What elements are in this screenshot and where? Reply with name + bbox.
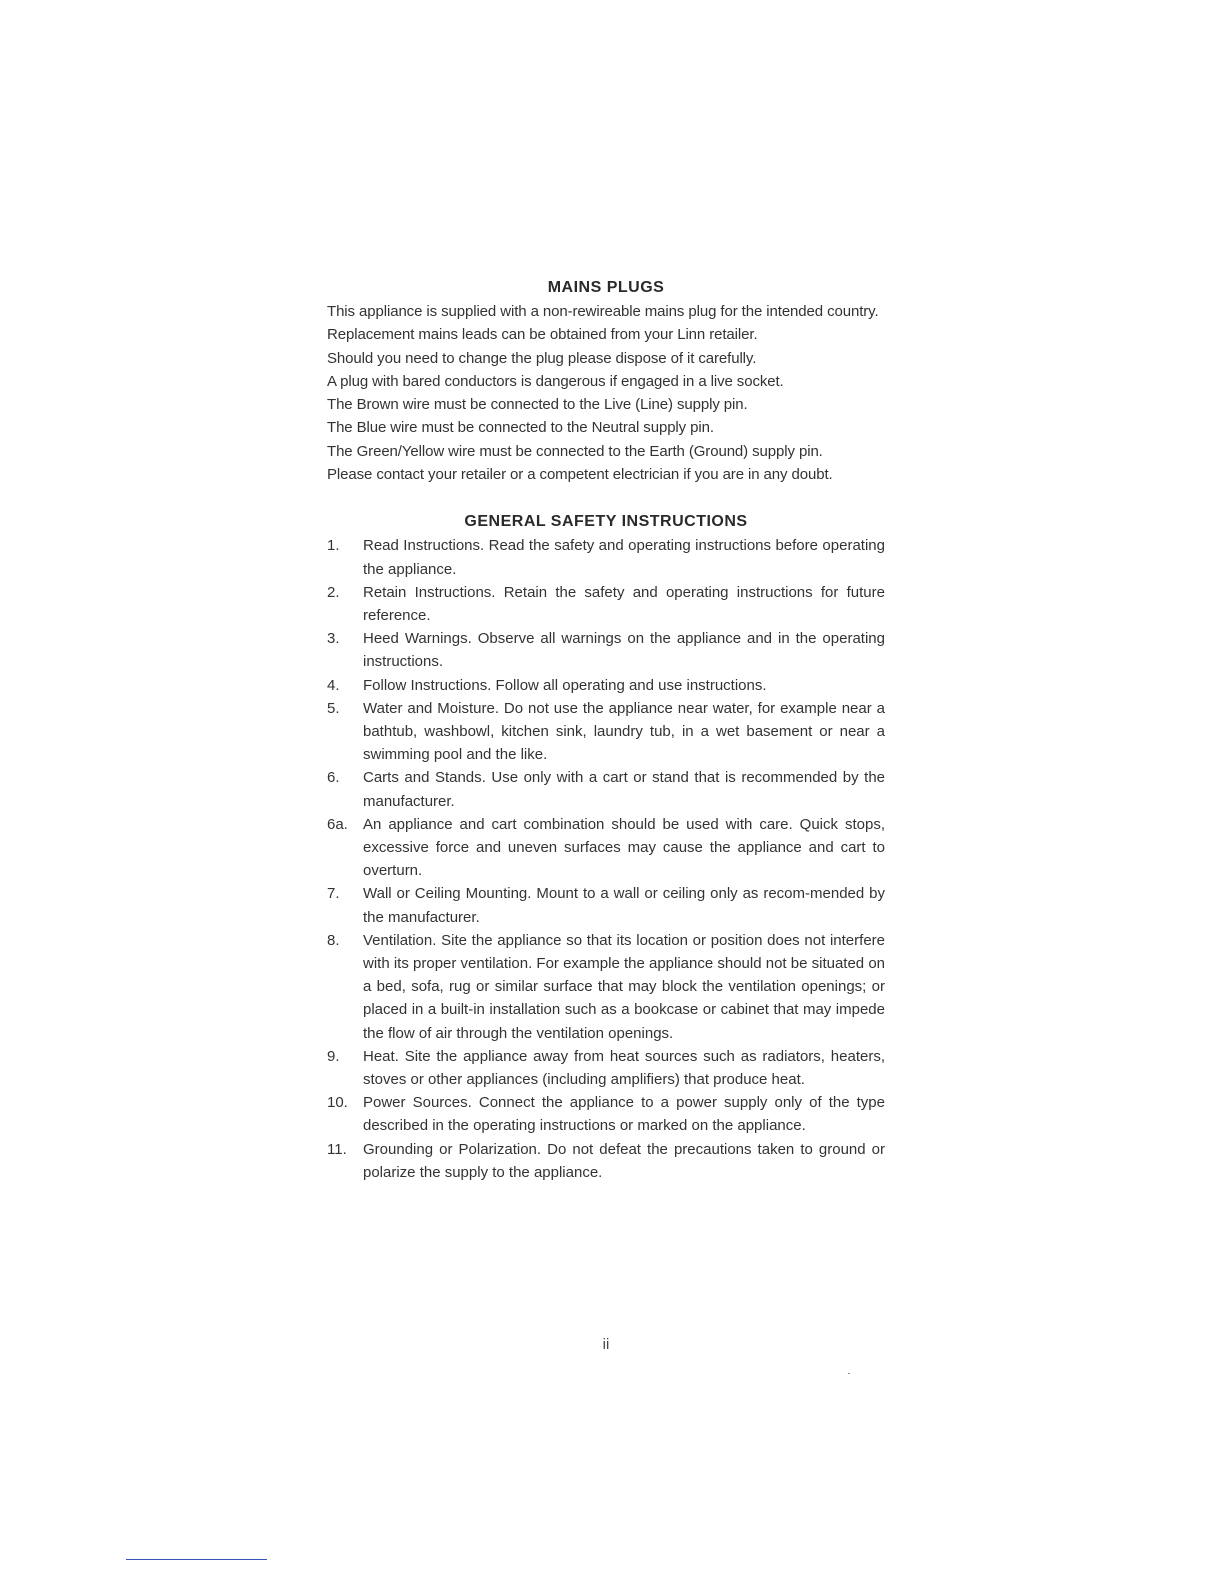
mains-plugs-line: A plug with bared conductors is dangerous if engaged in a live socket.	[327, 372, 784, 390]
mains-plugs-line: Should you need to change the plug please dispose of it carefully.	[327, 349, 757, 367]
mains-plugs-line: Please contact your retailer or a competent electrician if you are in any doubt.	[327, 466, 833, 484]
document-body	[327, 276, 885, 1184]
item-number: 8.	[327, 931, 340, 949]
safety-item	[327, 1138, 885, 1184]
item-number: 3.	[327, 630, 340, 648]
item-text: Heat. Site the appliance away from heat sources such as radiators, heaters, stoves or other appliances (including amplifiers) that produce heat.	[363, 1047, 885, 1089]
mains-plugs-lines	[327, 300, 885, 486]
mains-plugs-line: The Brown wire must be connected to the Live (Line) supply pin.	[327, 396, 748, 414]
mains-plugs-line: Replacement mains leads can be obtained from your Linn retailer.	[327, 326, 758, 344]
safety-item	[327, 882, 885, 928]
page-number: ii	[602, 1336, 610, 1353]
safety-heading: GENERAL SAFETY INSTRUCTIONS	[464, 513, 748, 531]
item-text: An appliance and cart combination should be used with care. Quick stops, excessive force and uneven surfaces may cause the appliance and cart to overturn.	[363, 815, 885, 880]
item-text: Heed Warnings. Observe all warnings on the appliance and in the operating instructions.	[363, 630, 885, 671]
item-number: 9.	[327, 1047, 340, 1065]
item-text: Read Instructions. Read the safety and operating instructions before operating the appliance.	[363, 537, 885, 578]
safety-item	[327, 929, 885, 1045]
safety-item	[327, 674, 885, 697]
item-number: 11.	[327, 1140, 347, 1158]
item-number: 7.	[327, 885, 340, 903]
safety-item	[327, 813, 885, 883]
section-spacer	[327, 486, 885, 510]
safety-item	[327, 697, 885, 767]
item-text: Water and Moisture. Do not use the appliance near water, for example near a bathtub, washbowl, kitchen sink, laundry tub, in a wet basement or near a swimming pool and the like.	[363, 699, 885, 764]
safety-item	[327, 581, 885, 627]
item-number: 4.	[327, 676, 340, 694]
item-text: Power Sources. Connect the appliance to a power supply only of the type described in the operating instructions or marked on the appliance.	[363, 1094, 885, 1135]
item-number: 10.	[327, 1094, 348, 1112]
item-number: 5.	[327, 699, 340, 717]
item-text: Carts and Stands. Use only with a cart or stand that is recommended by the manufacturer.	[363, 769, 885, 810]
bottom-rule	[126, 1559, 267, 1560]
mains-plugs-heading: MAINS PLUGS	[547, 279, 665, 296]
item-number: 1.	[327, 537, 340, 555]
safety-item	[327, 766, 885, 812]
item-text: Retain Instructions. Retain the safety and operating instructions for future reference.	[363, 583, 885, 624]
safety-item	[327, 1091, 885, 1137]
item-number: 6.	[327, 769, 340, 787]
item-text: Follow Instructions. Follow all operating and use instructions.	[363, 676, 767, 694]
safety-item	[327, 534, 885, 580]
mains-plugs-line: This appliance is supplied with a non-rewireable mains plug for the intended country.	[327, 303, 879, 320]
item-text: Grounding or Polarization. Do not defeat the precautions taken to ground or polarize the supply to the appliance.	[363, 1140, 885, 1181]
item-text: Ventilation. Site the appliance so that its location or position does not interfere with its proper ventilation. For example the appliance should not be situated on a bed, sofa, rug or similar surface that may block the ventilation openings; or placed in a built-in installation such as a bookcase or cabinet that may impede the flow of air through the ventilation openings.	[363, 931, 885, 1042]
safety-item	[327, 627, 885, 673]
safety-instructions-list	[327, 534, 885, 1184]
item-text: Wall or Ceiling Mounting. Mount to a wall or ceiling only as recom-mended by the manufacturer.	[363, 885, 885, 926]
item-number: 6a.	[327, 815, 348, 833]
safety-item	[327, 1045, 885, 1091]
mains-plugs-line: The Blue wire must be connected to the Neutral supply pin.	[327, 419, 714, 437]
scan-speck	[848, 1373, 850, 1374]
mains-plugs-line: The Green/Yellow wire must be connected to the Earth (Ground) supply pin.	[327, 442, 823, 460]
item-number: 2.	[327, 583, 340, 601]
